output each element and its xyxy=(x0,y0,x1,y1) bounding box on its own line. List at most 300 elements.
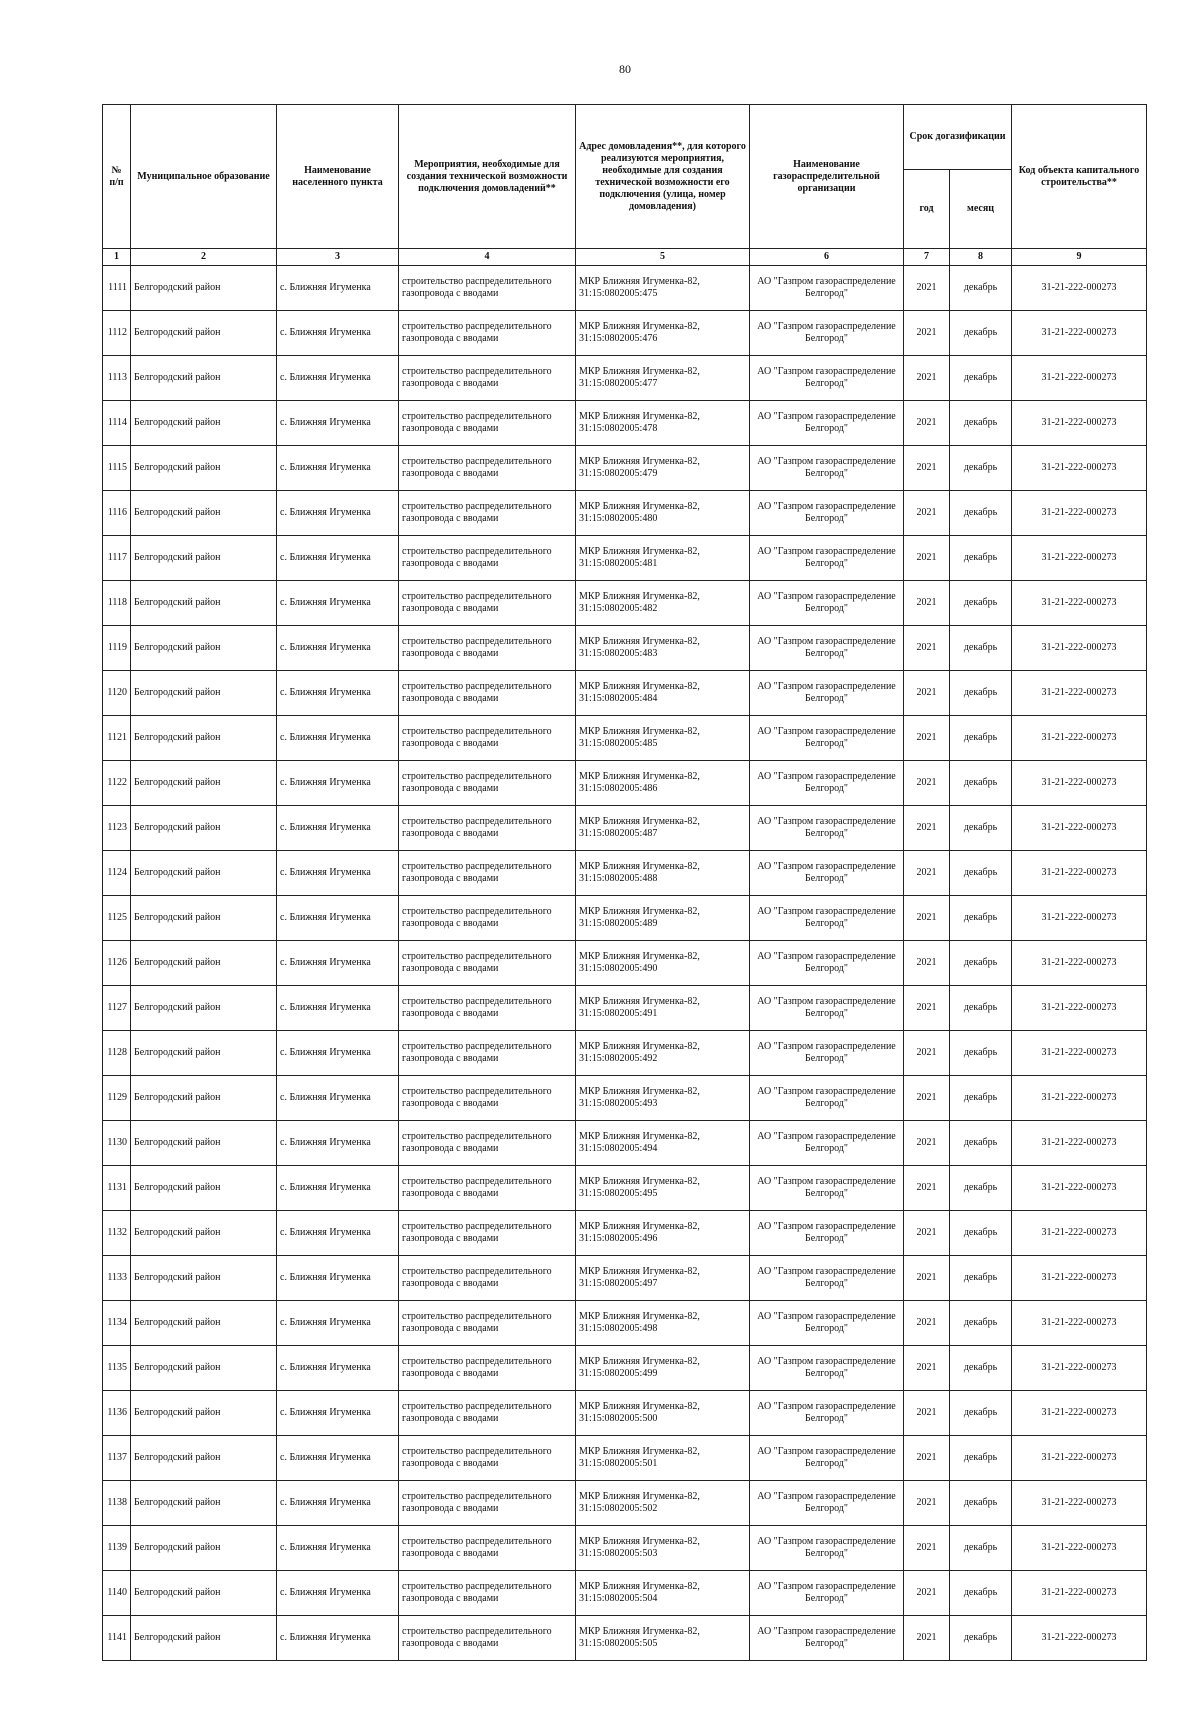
month-cell: декабрь xyxy=(950,716,1012,761)
row-number: 1117 xyxy=(103,536,131,581)
activity-cell: строительство распределительного газопровода с вводами xyxy=(399,1301,576,1346)
row-number: 1124 xyxy=(103,851,131,896)
locality-cell: с. Ближняя Игуменка xyxy=(277,356,399,401)
locality-cell: с. Ближняя Игуменка xyxy=(277,1526,399,1571)
row-number: 1133 xyxy=(103,1256,131,1301)
code-cell: 31-21-222-000273 xyxy=(1012,1301,1147,1346)
activity-cell: строительство распределительного газопровода с вводами xyxy=(399,986,576,1031)
locality-cell: с. Ближняя Игуменка xyxy=(277,1301,399,1346)
header-deadline: Срок догазификации xyxy=(904,105,1012,170)
activity-cell: строительство распределительного газопровода с вводами xyxy=(399,1481,576,1526)
table-row xyxy=(103,1301,1147,1346)
year-cell: 2021 xyxy=(904,1391,950,1436)
locality-cell: с. Ближняя Игуменка xyxy=(277,401,399,446)
code-cell: 31-21-222-000273 xyxy=(1012,1256,1147,1301)
organization-cell: АО "Газпром газораспределение Белгород" xyxy=(750,806,904,851)
activity-cell: строительство распределительного газопровода с вводами xyxy=(399,1526,576,1571)
year-cell: 2021 xyxy=(904,941,950,986)
address-cell: МКР Ближняя Игуменка-82, 31:15:0802005:485 xyxy=(576,716,750,761)
row-number: 1138 xyxy=(103,1481,131,1526)
table-row xyxy=(103,1211,1147,1256)
municipality-cell: Белгородский район xyxy=(131,1346,277,1391)
organization-cell: АО "Газпром газораспределение Белгород" xyxy=(750,1526,904,1571)
address-cell: МКР Ближняя Игуменка-82, 31:15:0802005:479 xyxy=(576,446,750,491)
year-cell: 2021 xyxy=(904,536,950,581)
header-year: год xyxy=(904,170,950,249)
month-cell: декабрь xyxy=(950,581,1012,626)
address-cell: МКР Ближняя Игуменка-82, 31:15:0802005:477 xyxy=(576,356,750,401)
row-number: 1137 xyxy=(103,1436,131,1481)
municipality-cell: Белгородский район xyxy=(131,806,277,851)
row-number: 1112 xyxy=(103,311,131,356)
activity-cell: строительство распределительного газопровода с вводами xyxy=(399,1121,576,1166)
code-cell: 31-21-222-000273 xyxy=(1012,671,1147,716)
locality-cell: с. Ближняя Игуменка xyxy=(277,941,399,986)
locality-cell: с. Ближняя Игуменка xyxy=(277,806,399,851)
activity-cell: строительство распределительного газопровода с вводами xyxy=(399,1256,576,1301)
address-cell: МКР Ближняя Игуменка-82, 31:15:0802005:498 xyxy=(576,1301,750,1346)
year-cell: 2021 xyxy=(904,1031,950,1076)
year-cell: 2021 xyxy=(904,1616,950,1661)
organization-cell: АО "Газпром газораспределение Белгород" xyxy=(750,1211,904,1256)
organization-cell: АО "Газпром газораспределение Белгород" xyxy=(750,941,904,986)
year-cell: 2021 xyxy=(904,401,950,446)
column-number: 2 xyxy=(131,249,277,266)
organization-cell: АО "Газпром газораспределение Белгород" xyxy=(750,1436,904,1481)
municipality-cell: Белгородский район xyxy=(131,941,277,986)
year-cell: 2021 xyxy=(904,446,950,491)
municipality-cell: Белгородский район xyxy=(131,626,277,671)
column-number: 9 xyxy=(1012,249,1147,266)
address-cell: МКР Ближняя Игуменка-82, 31:15:0802005:487 xyxy=(576,806,750,851)
table-row xyxy=(103,851,1147,896)
municipality-cell: Белгородский район xyxy=(131,1616,277,1661)
municipality-cell: Белгородский район xyxy=(131,581,277,626)
code-cell: 31-21-222-000273 xyxy=(1012,1346,1147,1391)
table-row xyxy=(103,1166,1147,1211)
month-cell: декабрь xyxy=(950,761,1012,806)
code-cell: 31-21-222-000273 xyxy=(1012,1076,1147,1121)
year-cell: 2021 xyxy=(904,851,950,896)
municipality-cell: Белгородский район xyxy=(131,1211,277,1256)
month-cell: декабрь xyxy=(950,671,1012,716)
table-row xyxy=(103,1121,1147,1166)
address-cell: МКР Ближняя Игуменка-82, 31:15:0802005:491 xyxy=(576,986,750,1031)
header-address: Адрес домовладения**, для которого реализуются мероприятия, необходимые для создания технической возможности его подключения (улица, номер домовладения) xyxy=(576,105,750,249)
organization-cell: АО "Газпром газораспределение Белгород" xyxy=(750,536,904,581)
activity-cell: строительство распределительного газопровода с вводами xyxy=(399,1031,576,1076)
year-cell: 2021 xyxy=(904,1166,950,1211)
month-cell: декабрь xyxy=(950,446,1012,491)
year-cell: 2021 xyxy=(904,1121,950,1166)
row-number: 1119 xyxy=(103,626,131,671)
year-cell: 2021 xyxy=(904,761,950,806)
locality-cell: с. Ближняя Игуменка xyxy=(277,896,399,941)
month-cell: декабрь xyxy=(950,311,1012,356)
organization-cell: АО "Газпром газораспределение Белгород" xyxy=(750,851,904,896)
code-cell: 31-21-222-000273 xyxy=(1012,626,1147,671)
row-number: 1134 xyxy=(103,1301,131,1346)
activity-cell: строительство распределительного газопровода с вводами xyxy=(399,356,576,401)
month-cell: декабрь xyxy=(950,1166,1012,1211)
code-cell: 31-21-222-000273 xyxy=(1012,1436,1147,1481)
row-number: 1114 xyxy=(103,401,131,446)
organization-cell: АО "Газпром газораспределение Белгород" xyxy=(750,581,904,626)
locality-cell: с. Ближняя Игуменка xyxy=(277,716,399,761)
month-cell: декабрь xyxy=(950,986,1012,1031)
header-activity: Мероприятия, необходимые для создания технической возможности подключения домовладений** xyxy=(399,105,576,249)
activity-cell: строительство распределительного газопровода с вводами xyxy=(399,941,576,986)
organization-cell: АО "Газпром газораспределение Белгород" xyxy=(750,1301,904,1346)
table-row xyxy=(103,356,1147,401)
code-cell: 31-21-222-000273 xyxy=(1012,1031,1147,1076)
row-number: 1141 xyxy=(103,1616,131,1661)
locality-cell: с. Ближняя Игуменка xyxy=(277,1256,399,1301)
table-row xyxy=(103,806,1147,851)
activity-cell: строительство распределительного газопровода с вводами xyxy=(399,401,576,446)
locality-cell: с. Ближняя Игуменка xyxy=(277,761,399,806)
table-row xyxy=(103,1436,1147,1481)
row-number: 1129 xyxy=(103,1076,131,1121)
organization-cell: АО "Газпром газораспределение Белгород" xyxy=(750,1256,904,1301)
row-number: 1128 xyxy=(103,1031,131,1076)
municipality-cell: Белгородский район xyxy=(131,1256,277,1301)
column-number: 3 xyxy=(277,249,399,266)
month-cell: декабрь xyxy=(950,536,1012,581)
organization-cell: АО "Газпром газораспределение Белгород" xyxy=(750,716,904,761)
activity-cell: строительство распределительного газопровода с вводами xyxy=(399,671,576,716)
month-cell: декабрь xyxy=(950,1256,1012,1301)
table-row xyxy=(103,1616,1147,1661)
locality-cell: с. Ближняя Игуменка xyxy=(277,1076,399,1121)
address-cell: МКР Ближняя Игуменка-82, 31:15:0802005:499 xyxy=(576,1346,750,1391)
locality-cell: с. Ближняя Игуменка xyxy=(277,851,399,896)
locality-cell: с. Ближняя Игуменка xyxy=(277,1031,399,1076)
table-row xyxy=(103,311,1147,356)
year-cell: 2021 xyxy=(904,1526,950,1571)
address-cell: МКР Ближняя Игуменка-82, 31:15:0802005:484 xyxy=(576,671,750,716)
locality-cell: с. Ближняя Игуменка xyxy=(277,1481,399,1526)
code-cell: 31-21-222-000273 xyxy=(1012,536,1147,581)
organization-cell: АО "Газпром газораспределение Белгород" xyxy=(750,1031,904,1076)
organization-cell: АО "Газпром газораспределение Белгород" xyxy=(750,491,904,536)
address-cell: МКР Ближняя Игуменка-82, 31:15:0802005:503 xyxy=(576,1526,750,1571)
year-cell: 2021 xyxy=(904,356,950,401)
header-num: № п/п xyxy=(103,105,131,249)
activity-cell: строительство распределительного газопровода с вводами xyxy=(399,1616,576,1661)
address-cell: МКР Ближняя Игуменка-82, 31:15:0802005:490 xyxy=(576,941,750,986)
municipality-cell: Белгородский район xyxy=(131,1436,277,1481)
row-number: 1116 xyxy=(103,491,131,536)
month-cell: декабрь xyxy=(950,851,1012,896)
month-cell: декабрь xyxy=(950,1301,1012,1346)
row-number: 1136 xyxy=(103,1391,131,1436)
activity-cell: строительство распределительного газопровода с вводами xyxy=(399,1076,576,1121)
table-row xyxy=(103,581,1147,626)
activity-cell: строительство распределительного газопровода с вводами xyxy=(399,311,576,356)
address-cell: МКР Ближняя Игуменка-82, 31:15:0802005:504 xyxy=(576,1571,750,1616)
column-number: 7 xyxy=(904,249,950,266)
column-number: 5 xyxy=(576,249,750,266)
locality-cell: с. Ближняя Игуменка xyxy=(277,1571,399,1616)
activity-cell: строительство распределительного газопровода с вводами xyxy=(399,851,576,896)
locality-cell: с. Ближняя Игуменка xyxy=(277,266,399,311)
code-cell: 31-21-222-000273 xyxy=(1012,896,1147,941)
address-cell: МКР Ближняя Игуменка-82, 31:15:0802005:492 xyxy=(576,1031,750,1076)
address-cell: МКР Ближняя Игуменка-82, 31:15:0802005:502 xyxy=(576,1481,750,1526)
address-cell: МКР Ближняя Игуменка-82, 31:15:0802005:482 xyxy=(576,581,750,626)
municipality-cell: Белгородский район xyxy=(131,1301,277,1346)
activity-cell: строительство распределительного газопровода с вводами xyxy=(399,446,576,491)
activity-cell: строительство распределительного газопровода с вводами xyxy=(399,491,576,536)
address-cell: МКР Ближняя Игуменка-82, 31:15:0802005:493 xyxy=(576,1076,750,1121)
year-cell: 2021 xyxy=(904,896,950,941)
year-cell: 2021 xyxy=(904,1301,950,1346)
activity-cell: строительство распределительного газопровода с вводами xyxy=(399,626,576,671)
address-cell: МКР Ближняя Игуменка-82, 31:15:0802005:481 xyxy=(576,536,750,581)
activity-cell: строительство распределительного газопровода с вводами xyxy=(399,806,576,851)
locality-cell: с. Ближняя Игуменка xyxy=(277,536,399,581)
table-row xyxy=(103,986,1147,1031)
locality-cell: с. Ближняя Игуменка xyxy=(277,1616,399,1661)
row-number: 1140 xyxy=(103,1571,131,1616)
address-cell: МКР Ближняя Игуменка-82, 31:15:0802005:476 xyxy=(576,311,750,356)
month-cell: декабрь xyxy=(950,491,1012,536)
code-cell: 31-21-222-000273 xyxy=(1012,581,1147,626)
month-cell: декабрь xyxy=(950,1436,1012,1481)
activity-cell: строительство распределительного газопровода с вводами xyxy=(399,716,576,761)
code-cell: 31-21-222-000273 xyxy=(1012,1166,1147,1211)
row-number: 1123 xyxy=(103,806,131,851)
month-cell: декабрь xyxy=(950,1211,1012,1256)
locality-cell: с. Ближняя Игуменка xyxy=(277,491,399,536)
code-cell: 31-21-222-000273 xyxy=(1012,986,1147,1031)
table-row xyxy=(103,1346,1147,1391)
year-cell: 2021 xyxy=(904,311,950,356)
year-cell: 2021 xyxy=(904,581,950,626)
activity-cell: строительство распределительного газопровода с вводами xyxy=(399,1571,576,1616)
month-cell: декабрь xyxy=(950,941,1012,986)
address-cell: МКР Ближняя Игуменка-82, 31:15:0802005:488 xyxy=(576,851,750,896)
page-number: 80 xyxy=(619,62,631,76)
month-cell: декабрь xyxy=(950,1616,1012,1661)
table-row xyxy=(103,1076,1147,1121)
locality-cell: с. Ближняя Игуменка xyxy=(277,1391,399,1436)
month-cell: декабрь xyxy=(950,806,1012,851)
month-cell: декабрь xyxy=(950,401,1012,446)
table-row xyxy=(103,491,1147,536)
year-cell: 2021 xyxy=(904,806,950,851)
year-cell: 2021 xyxy=(904,1346,950,1391)
month-cell: декабрь xyxy=(950,1346,1012,1391)
municipality-cell: Белгородский район xyxy=(131,1121,277,1166)
locality-cell: с. Ближняя Игуменка xyxy=(277,1166,399,1211)
code-cell: 31-21-222-000273 xyxy=(1012,311,1147,356)
row-number: 1120 xyxy=(103,671,131,716)
locality-cell: с. Ближняя Игуменка xyxy=(277,311,399,356)
header-municipality: Муниципальное образование xyxy=(131,105,277,249)
row-number: 1125 xyxy=(103,896,131,941)
row-number: 1130 xyxy=(103,1121,131,1166)
row-number: 1121 xyxy=(103,716,131,761)
organization-cell: АО "Газпром газораспределение Белгород" xyxy=(750,311,904,356)
table-row xyxy=(103,941,1147,986)
year-cell: 2021 xyxy=(904,1436,950,1481)
organization-cell: АО "Газпром газораспределение Белгород" xyxy=(750,401,904,446)
locality-cell: с. Ближняя Игуменка xyxy=(277,1211,399,1256)
code-cell: 31-21-222-000273 xyxy=(1012,806,1147,851)
table-row xyxy=(103,401,1147,446)
locality-cell: с. Ближняя Игуменка xyxy=(277,626,399,671)
address-cell: МКР Ближняя Игуменка-82, 31:15:0802005:496 xyxy=(576,1211,750,1256)
activity-cell: строительство распределительного газопровода с вводами xyxy=(399,1166,576,1211)
code-cell: 31-21-222-000273 xyxy=(1012,1571,1147,1616)
year-cell: 2021 xyxy=(904,1481,950,1526)
code-cell: 31-21-222-000273 xyxy=(1012,851,1147,896)
code-cell: 31-21-222-000273 xyxy=(1012,1121,1147,1166)
table-header xyxy=(103,105,1147,266)
header-organization: Наименование газораспределительной организации xyxy=(750,105,904,249)
locality-cell: с. Ближняя Игуменка xyxy=(277,1121,399,1166)
column-number-row xyxy=(103,249,1147,266)
row-number: 1118 xyxy=(103,581,131,626)
address-cell: МКР Ближняя Игуменка-82, 31:15:0802005:489 xyxy=(576,896,750,941)
organization-cell: АО "Газпром газораспределение Белгород" xyxy=(750,356,904,401)
month-cell: декабрь xyxy=(950,266,1012,311)
address-cell: МКР Ближняя Игуменка-82, 31:15:0802005:505 xyxy=(576,1616,750,1661)
table-row xyxy=(103,446,1147,491)
locality-cell: с. Ближняя Игуменка xyxy=(277,446,399,491)
municipality-cell: Белгородский район xyxy=(131,536,277,581)
locality-cell: с. Ближняя Игуменка xyxy=(277,986,399,1031)
table-row xyxy=(103,671,1147,716)
row-number: 1113 xyxy=(103,356,131,401)
year-cell: 2021 xyxy=(904,626,950,671)
year-cell: 2021 xyxy=(904,266,950,311)
municipality-cell: Белгородский район xyxy=(131,1481,277,1526)
year-cell: 2021 xyxy=(904,671,950,716)
municipality-cell: Белгородский район xyxy=(131,1166,277,1211)
activity-cell: строительство распределительного газопровода с вводами xyxy=(399,266,576,311)
address-cell: МКР Ближняя Игуменка-82, 31:15:0802005:494 xyxy=(576,1121,750,1166)
code-cell: 31-21-222-000273 xyxy=(1012,446,1147,491)
municipality-cell: Белгородский район xyxy=(131,491,277,536)
code-cell: 31-21-222-000273 xyxy=(1012,401,1147,446)
organization-cell: АО "Газпром газораспределение Белгород" xyxy=(750,1166,904,1211)
activity-cell: строительство распределительного газопровода с вводами xyxy=(399,1391,576,1436)
municipality-cell: Белгородский район xyxy=(131,356,277,401)
table-row xyxy=(103,1031,1147,1076)
organization-cell: АО "Газпром газораспределение Белгород" xyxy=(750,896,904,941)
organization-cell: АО "Газпром газораспределение Белгород" xyxy=(750,1121,904,1166)
organization-cell: АО "Газпром газораспределение Белгород" xyxy=(750,671,904,716)
organization-cell: АО "Газпром газораспределение Белгород" xyxy=(750,626,904,671)
code-cell: 31-21-222-000273 xyxy=(1012,356,1147,401)
code-cell: 31-21-222-000273 xyxy=(1012,491,1147,536)
column-number: 4 xyxy=(399,249,576,266)
table-row xyxy=(103,716,1147,761)
column-number: 1 xyxy=(103,249,131,266)
address-cell: МКР Ближняя Игуменка-82, 31:15:0802005:497 xyxy=(576,1256,750,1301)
municipality-cell: Белгородский район xyxy=(131,1031,277,1076)
row-number: 1115 xyxy=(103,446,131,491)
table-row xyxy=(103,1526,1147,1571)
row-number: 1126 xyxy=(103,941,131,986)
month-cell: декабрь xyxy=(950,1031,1012,1076)
table-row xyxy=(103,536,1147,581)
month-cell: декабрь xyxy=(950,626,1012,671)
month-cell: декабрь xyxy=(950,896,1012,941)
address-cell: МКР Ближняя Игуменка-82, 31:15:0802005:475 xyxy=(576,266,750,311)
municipality-cell: Белгородский район xyxy=(131,761,277,806)
table-row xyxy=(103,761,1147,806)
row-number: 1139 xyxy=(103,1526,131,1571)
activity-cell: строительство распределительного газопровода с вводами xyxy=(399,1346,576,1391)
address-cell: МКР Ближняя Игуменка-82, 31:15:0802005:501 xyxy=(576,1436,750,1481)
organization-cell: АО "Газпром газораспределение Белгород" xyxy=(750,1481,904,1526)
code-cell: 31-21-222-000273 xyxy=(1012,1616,1147,1661)
organization-cell: АО "Газпром газораспределение Белгород" xyxy=(750,1616,904,1661)
year-cell: 2021 xyxy=(904,1076,950,1121)
year-cell: 2021 xyxy=(904,491,950,536)
month-cell: декабрь xyxy=(950,1481,1012,1526)
activity-cell: строительство распределительного газопровода с вводами xyxy=(399,761,576,806)
code-cell: 31-21-222-000273 xyxy=(1012,941,1147,986)
row-number: 1111 xyxy=(103,266,131,311)
activity-cell: строительство распределительного газопровода с вводами xyxy=(399,896,576,941)
municipality-cell: Белгородский район xyxy=(131,1076,277,1121)
row-number: 1132 xyxy=(103,1211,131,1256)
locality-cell: с. Ближняя Игуменка xyxy=(277,581,399,626)
activity-cell: строительство распределительного газопровода с вводами xyxy=(399,581,576,626)
organization-cell: АО "Газпром газораспределение Белгород" xyxy=(750,1346,904,1391)
municipality-cell: Белгородский район xyxy=(131,266,277,311)
table-row xyxy=(103,266,1147,311)
year-cell: 2021 xyxy=(904,1211,950,1256)
code-cell: 31-21-222-000273 xyxy=(1012,266,1147,311)
header-code: Код объекта капитального строительства** xyxy=(1012,105,1147,249)
organization-cell: АО "Газпром газораспределение Белгород" xyxy=(750,446,904,491)
table-row xyxy=(103,1571,1147,1616)
locality-cell: с. Ближняя Игуменка xyxy=(277,1346,399,1391)
organization-cell: АО "Газпром газораспределение Белгород" xyxy=(750,1391,904,1436)
row-number: 1127 xyxy=(103,986,131,1031)
month-cell: декабрь xyxy=(950,1526,1012,1571)
month-cell: декабрь xyxy=(950,1076,1012,1121)
month-cell: декабрь xyxy=(950,1391,1012,1436)
month-cell: декабрь xyxy=(950,1121,1012,1166)
municipality-cell: Белгородский район xyxy=(131,1391,277,1436)
activity-cell: строительство распределительного газопровода с вводами xyxy=(399,1211,576,1256)
row-number: 1131 xyxy=(103,1166,131,1211)
municipality-cell: Белгородский район xyxy=(131,1571,277,1616)
municipality-cell: Белгородский район xyxy=(131,716,277,761)
month-cell: декабрь xyxy=(950,1571,1012,1616)
header-locality: Наименование населенного пункта xyxy=(277,105,399,249)
address-cell: МКР Ближняя Игуменка-82, 31:15:0802005:480 xyxy=(576,491,750,536)
organization-cell: АО "Газпром газораспределение Белгород" xyxy=(750,986,904,1031)
row-number: 1135 xyxy=(103,1346,131,1391)
municipality-cell: Белгородский район xyxy=(131,986,277,1031)
municipality-cell: Белгородский район xyxy=(131,851,277,896)
municipality-cell: Белгородский район xyxy=(131,311,277,356)
code-cell: 31-21-222-000273 xyxy=(1012,716,1147,761)
organization-cell: АО "Газпром газораспределение Белгород" xyxy=(750,1076,904,1121)
year-cell: 2021 xyxy=(904,1571,950,1616)
address-cell: МКР Ближняя Игуменка-82, 31:15:0802005:478 xyxy=(576,401,750,446)
municipality-cell: Белгородский район xyxy=(131,671,277,716)
locality-cell: с. Ближняя Игуменка xyxy=(277,1436,399,1481)
